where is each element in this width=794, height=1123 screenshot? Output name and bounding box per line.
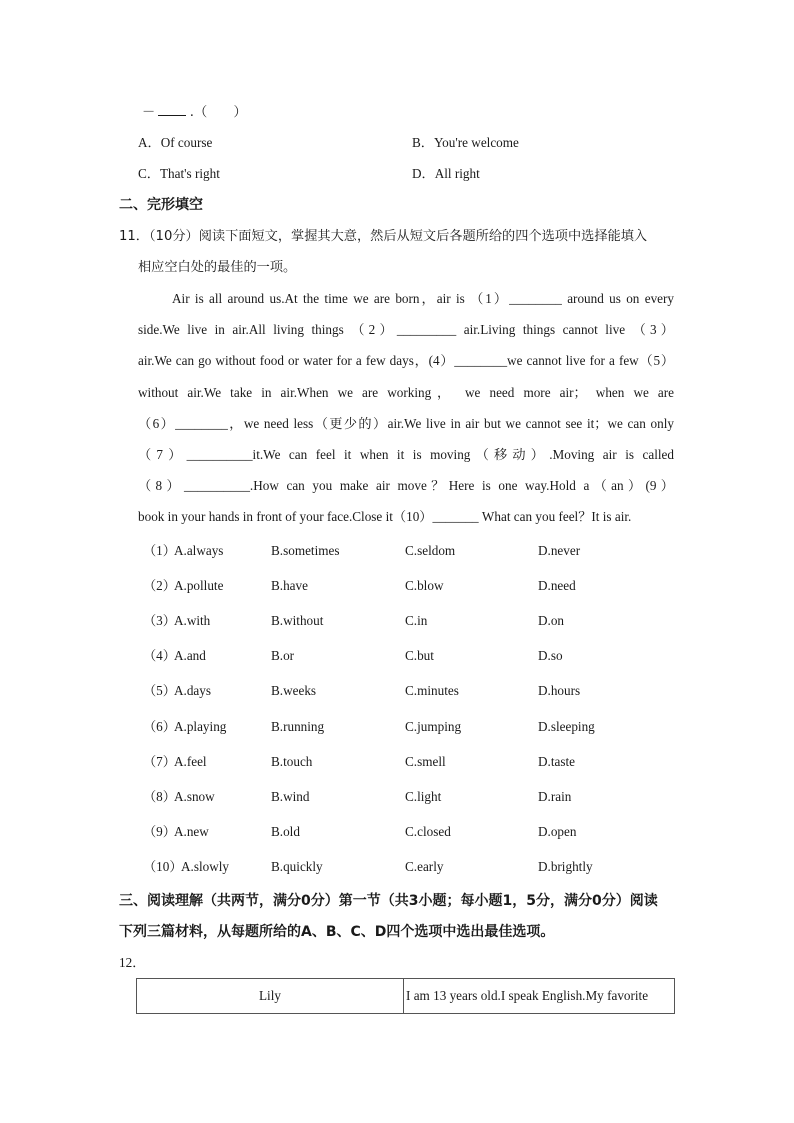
answer-blank (158, 103, 186, 116)
choice-number: （1） (143, 543, 176, 558)
q11-instruction-line-2: 相应空白处的最佳的一项。 (138, 260, 297, 275)
choice-d[interactable]: D.on (538, 613, 565, 628)
choice-a[interactable]: A.slowly (181, 859, 229, 874)
table-cell-text: I am 13 years old.I speak English.My favorite (404, 979, 675, 1014)
choice-b[interactable]: B.sometimes (271, 543, 340, 558)
passage-line: side.We live in air.All living things （2）_________ air.Living things cannot live （3） (138, 322, 674, 337)
choice-c[interactable]: C.in (405, 613, 428, 628)
choice-a[interactable]: A.new (174, 824, 209, 839)
passage-line: book in your hands in front of your face.Close it（10）_______ What can you feel？It is air. (138, 509, 632, 524)
choice-a[interactable]: A.feel (174, 754, 207, 769)
choice-number: （2） (143, 578, 176, 593)
q10-option-a[interactable]: A．Of course (138, 135, 213, 150)
q12-number: 12． (119, 955, 146, 970)
q12-table (136, 978, 675, 1014)
q10-stem: － .（ ） (142, 104, 247, 120)
table-cell-name: Lily (137, 979, 404, 1014)
choice-c[interactable]: C.jumping (405, 719, 462, 734)
choice-d[interactable]: D.taste (538, 754, 575, 769)
choice-number: （8） (143, 789, 176, 804)
choice-c[interactable]: C.seldom (405, 543, 456, 558)
choice-number: （3） (143, 613, 176, 628)
choice-a[interactable]: A.always (174, 543, 224, 558)
choice-d[interactable]: D.so (538, 648, 563, 663)
section-3-heading-line-2: 下列三篇材料，从每题所给的A、B、C、D四个选项中选出最佳选项。 (119, 924, 555, 940)
choice-d[interactable]: D.sleeping (538, 719, 595, 734)
choice-b[interactable]: B.quickly (271, 859, 323, 874)
choice-d[interactable]: D.never (538, 543, 581, 558)
choice-c[interactable]: C.closed (405, 824, 451, 839)
q10-option-d[interactable]: D．All right (412, 166, 480, 181)
choice-b[interactable]: B.wind (271, 789, 310, 804)
choice-b[interactable]: B.running (271, 719, 325, 734)
choice-a[interactable]: A.playing (174, 719, 227, 734)
choice-b[interactable]: B.without (271, 613, 324, 628)
choice-d[interactable]: D.brightly (538, 859, 593, 874)
passage-line: without air.We take in air.When we are working， we need more air； when we are (138, 385, 674, 400)
choice-c[interactable]: C.early (405, 859, 444, 874)
choice-a[interactable]: A.with (174, 613, 211, 628)
choice-number: （10） (143, 859, 183, 874)
choice-b[interactable]: B.touch (271, 754, 313, 769)
choice-c[interactable]: C.light (405, 789, 442, 804)
table-row (137, 979, 675, 1014)
choice-number: （5） (143, 683, 176, 698)
choice-a[interactable]: A.pollute (174, 578, 224, 593)
choice-d[interactable]: D.rain (538, 789, 572, 804)
choice-c[interactable]: C.but (405, 648, 434, 663)
choice-c[interactable]: C.minutes (405, 683, 459, 698)
choice-number: （6） (143, 719, 176, 734)
choice-d[interactable]: D.open (538, 824, 577, 839)
choice-c[interactable]: C.smell (405, 754, 446, 769)
choice-b[interactable]: B.have (271, 578, 308, 593)
passage-line: air.We can go without food or water for a few days，(4）________we cannot live for a few（5） (138, 353, 674, 368)
choice-d[interactable]: D.hours (538, 683, 581, 698)
choice-b[interactable]: B.or (271, 648, 295, 663)
choice-b[interactable]: B.weeks (271, 683, 317, 698)
choice-a[interactable]: A.days (174, 683, 211, 698)
choice-b[interactable]: B.old (271, 824, 300, 839)
passage-line: （7）__________it.We can feel it when it is moving（移动）.Moving air is called (138, 447, 674, 462)
passage-line: （8）__________.How can you make air move？Here is one way.Hold a（an）(9） (138, 478, 674, 493)
passage-line: Air is all around us.At the time we are born，air is （1）________ around us on every (172, 291, 674, 306)
q11-instruction-line-1: 11．（10分）阅读下面短文，掌握其大意，然后从短文后各题所给的四个选项中选择能填入 (119, 229, 648, 244)
choice-a[interactable]: A.snow (174, 789, 215, 804)
choice-number: （7） (143, 754, 176, 769)
section-3-heading-line-1: 三、阅读理解（共两节，满分0分）第一节（共3小题；每小题1，5分，满分0分）阅读 (119, 893, 658, 909)
choice-d[interactable]: D.need (538, 578, 576, 593)
q10-option-b[interactable]: B．You're welcome (412, 135, 519, 150)
choice-number: （4） (143, 648, 176, 663)
section-2-heading: 二、完形填空 (119, 197, 203, 213)
choice-a[interactable]: A.and (174, 648, 206, 663)
choice-c[interactable]: C.blow (405, 578, 444, 593)
q10-option-c[interactable]: C．That's right (138, 166, 220, 181)
passage-line: （6）________，we need less（更少的）air.We live in air but we cannot see it；we can only (138, 416, 674, 431)
choice-number: （9） (143, 824, 176, 839)
